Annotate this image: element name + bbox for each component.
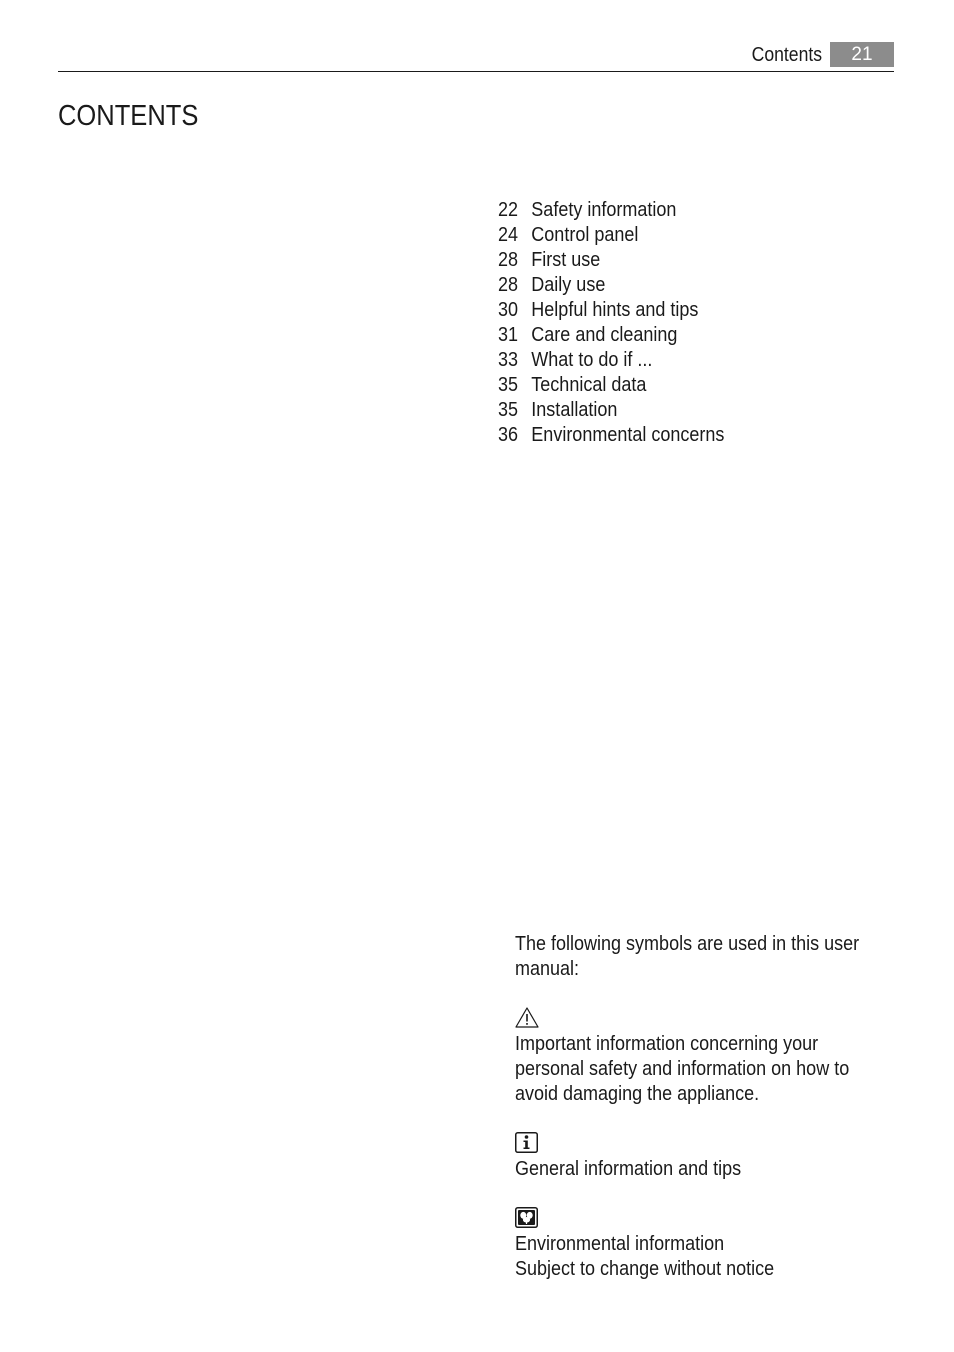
toc-item-daily-use[interactable] <box>498 273 724 298</box>
toc-label: Helpful hints and tips <box>531 299 699 321</box>
warning-icon <box>515 1007 895 1032</box>
page-title: CONTENTS <box>58 100 199 132</box>
toc-item-installation[interactable] <box>498 398 724 423</box>
symbol-environment-text: Environmental information <box>515 1233 725 1255</box>
toc-label: Technical data <box>531 374 647 396</box>
toc-page-number: 28 <box>498 249 519 271</box>
toc-item-technical-data[interactable] <box>498 373 724 398</box>
toc-page-number: 31 <box>498 324 519 346</box>
symbol-info-text: General information and tips <box>515 1158 742 1180</box>
toc-page-number: 35 <box>498 374 519 396</box>
change-notice: Subject to change without notice <box>515 1258 775 1280</box>
toc-label: First use <box>531 249 601 271</box>
symbol-warning-text: Important information concerning your personal safety and information on how to avoid damaging the appliance. <box>515 1033 850 1105</box>
header-section-title: Contents <box>751 44 822 66</box>
toc-label: Environmental concerns <box>531 424 725 446</box>
symbols-intro: The following symbols are used in this user manual: <box>515 933 860 980</box>
toc-page-number: 35 <box>498 399 519 421</box>
symbol-info-block <box>515 1132 895 1182</box>
toc-page-number: 28 <box>498 274 519 296</box>
toc-label: Installation <box>531 399 618 421</box>
toc-label: Control panel <box>531 224 639 246</box>
toc-label: Care and cleaning <box>531 324 678 346</box>
page-number-badge: 21 <box>830 42 894 67</box>
toc-page-number: 33 <box>498 349 519 371</box>
symbols-legend <box>515 932 895 1282</box>
toc-item-helpful-hints[interactable] <box>498 298 724 323</box>
page-header <box>58 40 894 72</box>
toc-item-what-to-do-if[interactable] <box>498 348 724 373</box>
toc-label: Daily use <box>531 274 606 296</box>
toc-page-number: 30 <box>498 299 519 321</box>
toc-item-care-and-cleaning[interactable] <box>498 323 724 348</box>
toc-label: Safety information <box>531 199 677 221</box>
toc-page-number: 22 <box>498 199 519 221</box>
toc-item-environmental-concerns[interactable] <box>498 423 724 448</box>
toc-item-first-use[interactable] <box>498 248 724 273</box>
info-icon <box>515 1132 895 1157</box>
toc-page-number: 24 <box>498 224 519 246</box>
toc-page-number: 36 <box>498 424 519 446</box>
toc-item-control-panel[interactable] <box>498 223 724 248</box>
symbol-warning-block <box>515 1007 895 1107</box>
symbol-environment-block <box>515 1207 895 1257</box>
toc-item-safety-information[interactable] <box>498 198 724 223</box>
table-of-contents <box>498 198 750 448</box>
environment-icon <box>515 1207 895 1232</box>
toc-label: What to do if ... <box>531 349 653 371</box>
